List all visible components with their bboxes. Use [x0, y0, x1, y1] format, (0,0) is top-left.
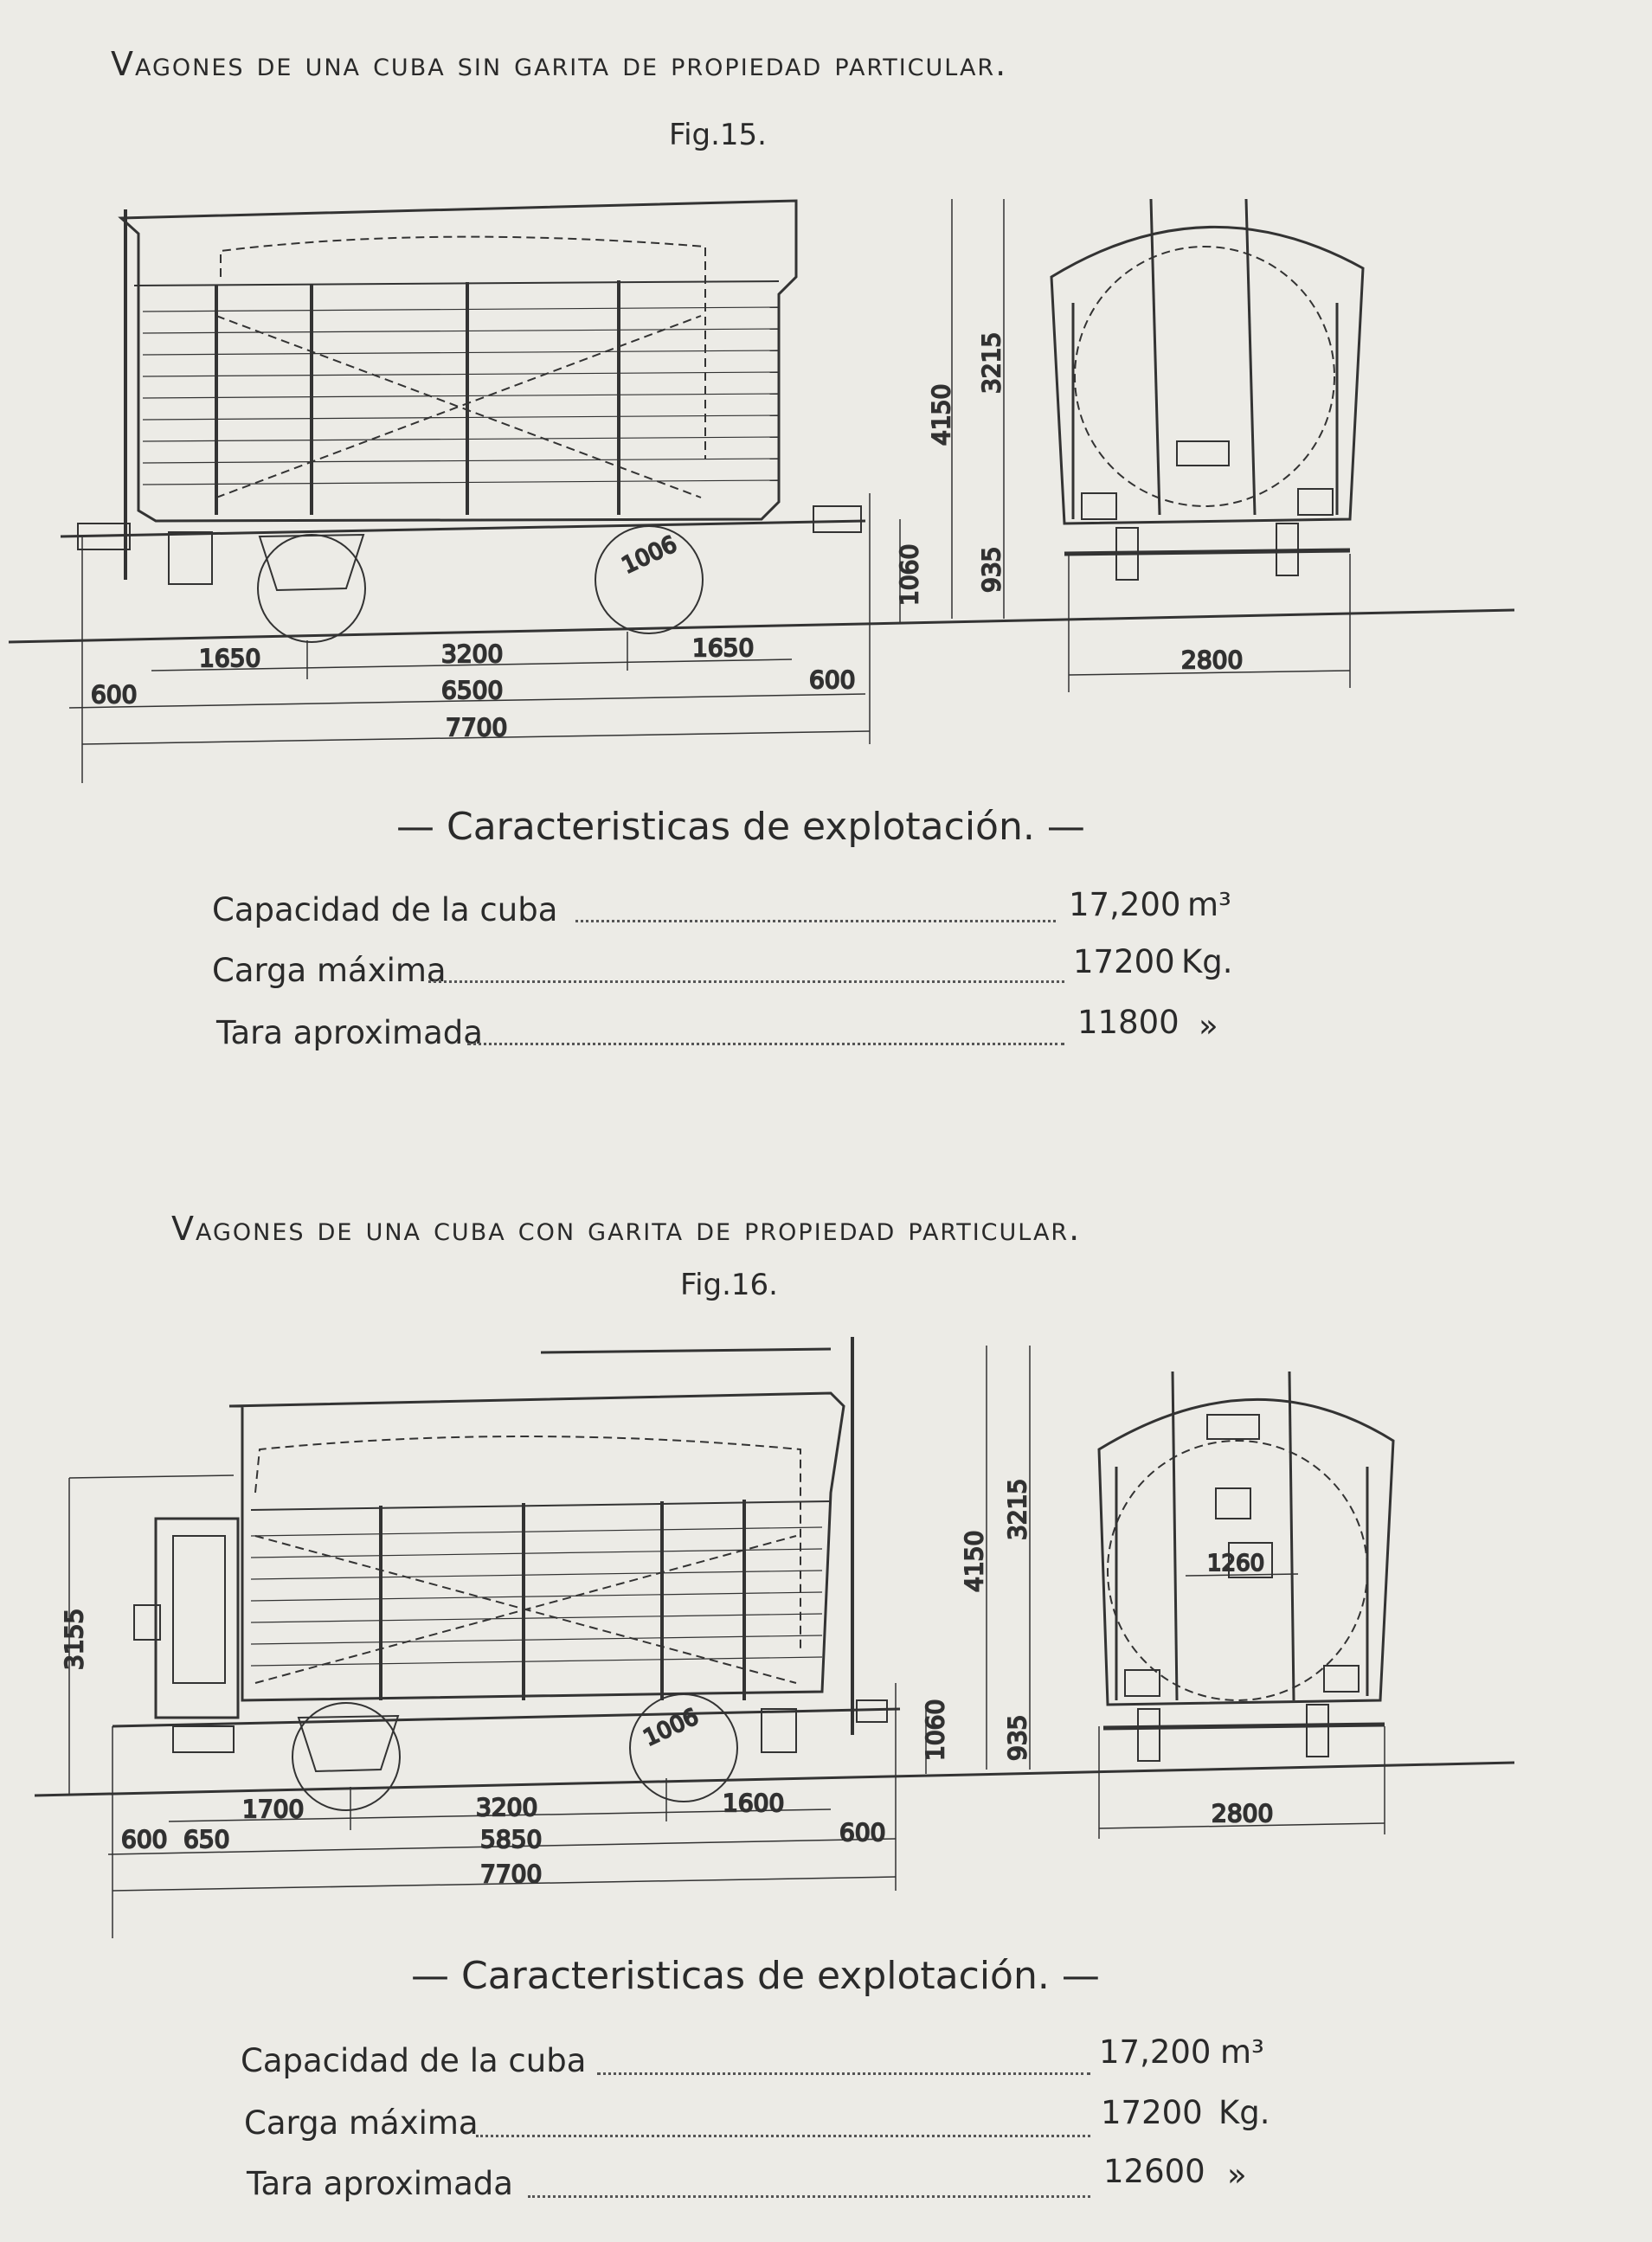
spec-value: 17200 [1101, 2094, 1203, 2131]
spec-row [0, 1004, 1652, 1057]
characteristics-heading: — Caracteristicas de explotación. — [411, 1954, 1100, 1998]
dim-5850: 5850 [480, 1825, 543, 1853]
spec-label: Tara aproximada [216, 1014, 483, 1051]
spec-label: Carga máxima [212, 952, 447, 989]
spec-unit: Kg. [1181, 943, 1233, 980]
spec-value: 12600 [1103, 2153, 1205, 2190]
dim-7700: 7700 [480, 1860, 543, 1888]
spec-value: 17,200 [1099, 2033, 1212, 2071]
spec-unit: Kg. [1218, 2094, 1270, 2131]
spec-label: Tara aproximada [247, 2165, 513, 2202]
dim-7700: 7700 [446, 713, 508, 742]
spec-unit: » [1227, 2156, 1247, 2194]
figure-title: Vagones de una cuba sin garita de propiedad particular. [111, 45, 1008, 83]
spec-row [0, 2153, 1652, 2208]
leader-dots [467, 1043, 1064, 1045]
dim-1650a: 1650 [199, 644, 261, 672]
dim-h3215: 3215 [977, 331, 1006, 394]
dim-w2800: 2800 [1181, 646, 1244, 674]
dim-wheel: 1006 [618, 531, 681, 580]
leader-dots [597, 2072, 1090, 2075]
dim-650: 650 [183, 1825, 230, 1853]
figure-15-section [0, 0, 1652, 1116]
figure-label: Fig.15. [669, 118, 767, 152]
dim-3200: 3200 [476, 1793, 538, 1821]
dim-w1260: 1260 [1207, 1551, 1265, 1577]
spec-unit: m³ [1187, 886, 1231, 923]
dim-h1060: 1060 [921, 1699, 949, 1761]
dim-600b: 600 [839, 1818, 886, 1847]
dim-h4150: 4150 [927, 383, 955, 446]
dim-1700: 1700 [242, 1795, 305, 1823]
spec-value: 17,200 [1069, 886, 1181, 923]
dim-1600: 1600 [723, 1789, 785, 1817]
dim-600a: 600 [91, 680, 138, 709]
spec-row [0, 2094, 1652, 2148]
wagon-drawing [0, 173, 1652, 796]
spec-unit: » [1199, 1007, 1218, 1044]
wagon-side-view [61, 201, 865, 642]
dim-6500: 6500 [441, 676, 504, 704]
leader-dots [428, 980, 1064, 983]
characteristics-heading: — Caracteristicas de explotación. — [396, 805, 1085, 849]
dim-1650b: 1650 [692, 633, 755, 662]
figure-16-section [0, 1151, 1652, 2242]
spec-label: Capacidad de la cuba [241, 2042, 587, 2079]
spec-value: 11800 [1077, 1004, 1180, 1041]
dim-3200: 3200 [441, 639, 504, 668]
wagon-side-view [112, 1337, 900, 1810]
spec-label: Carga máxima [244, 2104, 479, 2142]
dim-w2800: 2800 [1212, 1799, 1274, 1828]
dim-h3215: 3215 [1003, 1478, 1032, 1540]
dim-600b: 600 [809, 665, 856, 694]
leader-dots [476, 2135, 1090, 2137]
leader-dots [575, 920, 1056, 922]
spec-row [0, 2033, 1652, 2085]
spec-unit: m³ [1220, 2033, 1264, 2071]
dim-h935: 935 [1003, 1714, 1032, 1761]
figure-label: Fig.16. [680, 1268, 778, 1302]
wagon-end-view [1051, 199, 1363, 580]
dim-600a: 600 [121, 1825, 168, 1853]
dim-h935: 935 [977, 546, 1006, 593]
wagon-drawing [0, 1320, 1652, 1943]
spec-row [0, 886, 1652, 935]
dim-h1060: 1060 [895, 543, 923, 606]
dim-h3155: 3155 [60, 1608, 88, 1670]
spec-value: 17200 [1073, 943, 1175, 980]
figure-title: Vagones de una cuba con garita de propiedad particular. [171, 1210, 1082, 1248]
leader-dots [528, 2195, 1090, 2198]
dim-h4150: 4150 [960, 1530, 988, 1592]
spec-row [0, 943, 1652, 995]
spec-label: Capacidad de la cuba [212, 891, 558, 928]
dim-wheel: 1006 [640, 1704, 703, 1752]
